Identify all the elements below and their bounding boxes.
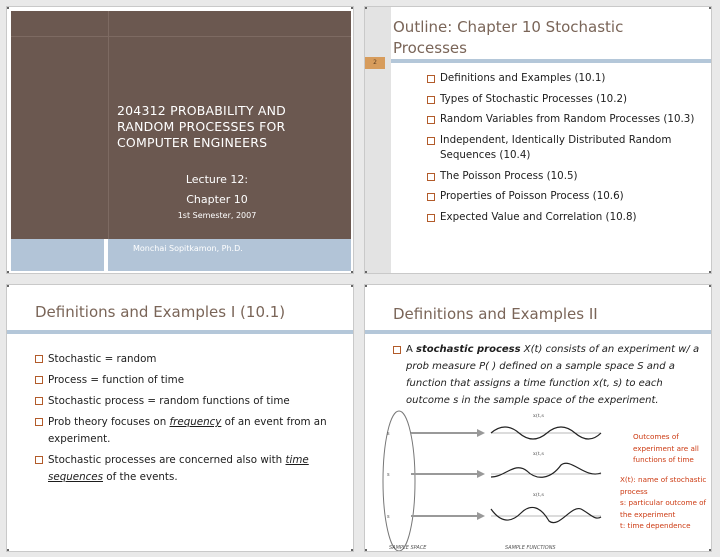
title-rule (391, 59, 712, 63)
slide-definitions-1 (6, 284, 354, 552)
definition-paragraph: A stochastic process X(t) consists of an experiment w/ a prob measure P( ) defined on a sample space S and a function that assigns a time function x(t, s) to each outcome s in the sample space of the experiment. (393, 341, 706, 409)
title-rule (7, 330, 354, 334)
sample-function-3 (491, 507, 601, 522)
list-item: The Poisson Process (10.5) (427, 169, 697, 185)
fig-label: SAMPLE FUNCTIONS (505, 545, 556, 551)
note-outcomes: Outcomes of experiment are all functions of time (633, 432, 699, 464)
chapter-label: Chapter 10 (186, 193, 248, 206)
list-item: Process = function of time (35, 372, 335, 389)
slide-title-page (6, 6, 354, 274)
fig-label: s (387, 514, 390, 520)
slide-title: Definitions and Examples I (10.1) (35, 303, 286, 321)
slide-number: 2 (365, 57, 385, 69)
fig-label: x(t,s (533, 492, 544, 498)
lecture-label: Lecture 12: (185, 173, 249, 186)
slide-title: Definitions and Examples II (393, 305, 598, 323)
definitions-list (35, 351, 335, 486)
list-item: Types of Stochastic Processes (10.2) (427, 92, 697, 108)
side-bar (365, 7, 391, 274)
list-item: Stochastic process = random functions of time (35, 393, 335, 410)
fig-label: s (387, 472, 390, 478)
fig-label: SAMPLE SPACE (389, 545, 427, 551)
list-item: Independent, Identically Distributed Random Sequences (10.4) (427, 133, 697, 164)
list-item: Prob theory focuses on frequency of an event from an experiment. (35, 414, 335, 448)
note-time: t: time dependence (620, 521, 691, 530)
list-item: Random Variables from Random Processes (10.3) (427, 112, 697, 128)
slide-definitions-2 (364, 284, 712, 552)
slide-title: Outline: Chapter 10 Stochastic Processes (393, 18, 624, 57)
list-item: Stochastic = random (35, 351, 335, 368)
list-item: Stochastic processes are concerned also with time sequences of the events. (35, 452, 335, 486)
list-item: Expected Value and Correlation (10.8) (427, 210, 697, 226)
semester-label: 1st Semester, 2007 (177, 211, 257, 220)
divider-line (108, 11, 109, 244)
note-outcome: s: particular outcome of the experiment (620, 498, 707, 519)
slide-outline (364, 6, 712, 274)
fig-label: x(t,s (533, 413, 544, 419)
divider-line (11, 36, 351, 37)
note-process: X(t): name of stochastic process (620, 475, 707, 496)
author-name: Monchai Sopitkamon, Ph.D. (133, 244, 243, 253)
list-item: Definitions and Examples (10.1) (427, 71, 697, 87)
list-item: Properties of Poisson Process (10.6) (427, 189, 697, 205)
outline-list (427, 71, 697, 225)
title-rule (365, 330, 712, 334)
fig-label: s (387, 431, 390, 437)
course-title: 204312 PROBABILITY AND RANDOM PROCESSES FOR COMPUTER ENGINEERS (117, 103, 286, 150)
fig-label: x(t,s (533, 451, 544, 457)
sample-function-2 (491, 463, 601, 477)
